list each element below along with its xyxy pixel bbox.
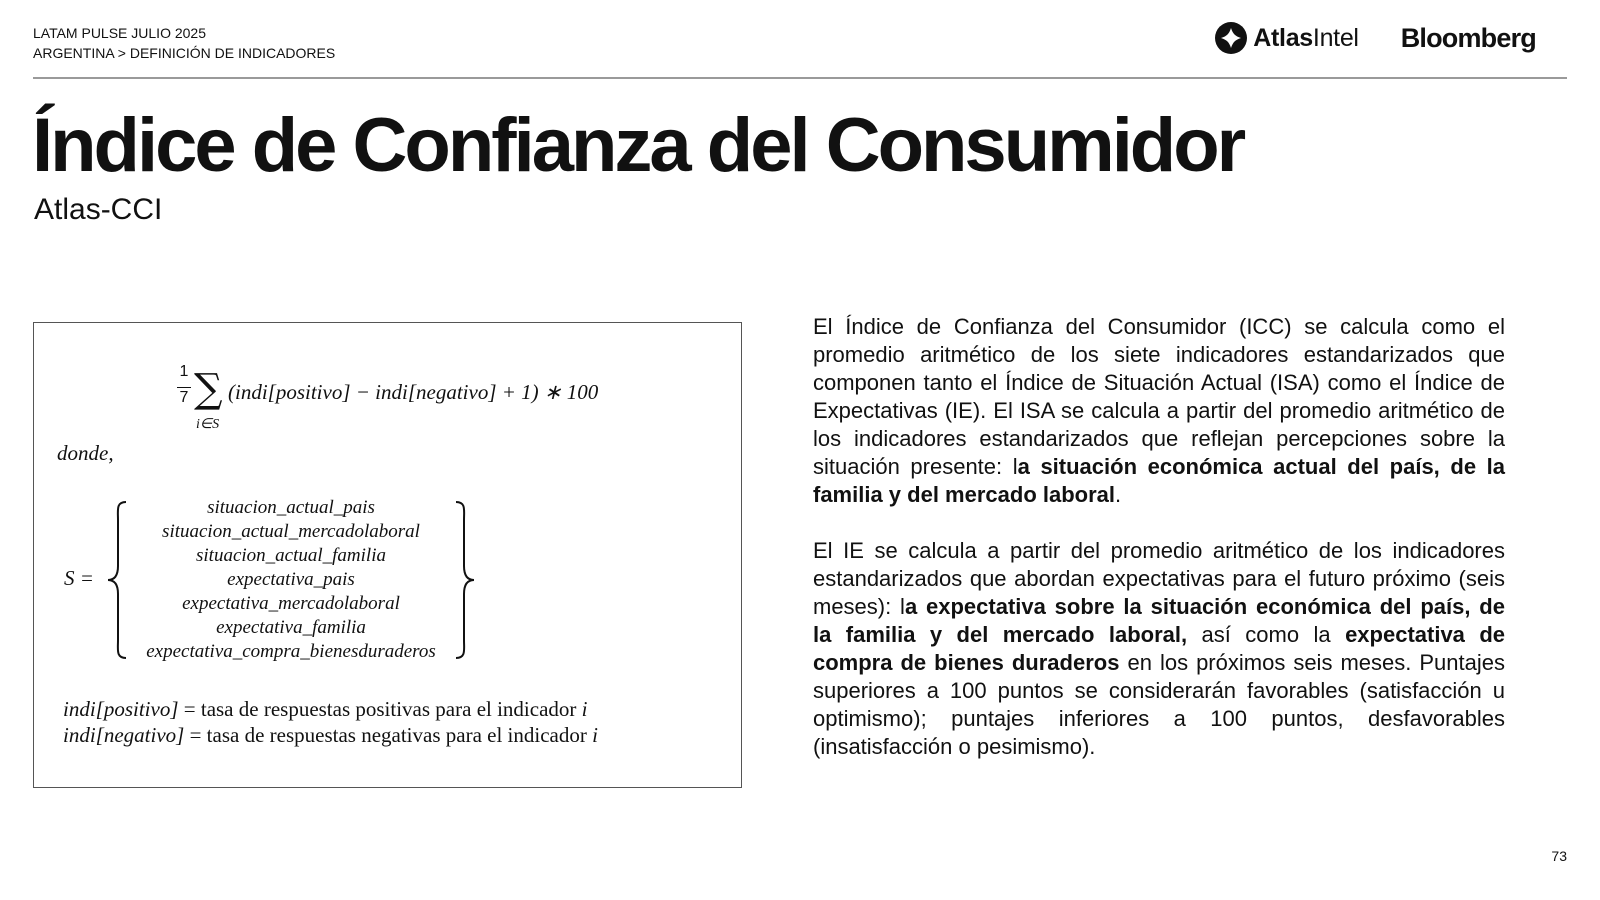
fraction-numerator: 1 [179, 363, 189, 380]
set-item: expectativa_compra_bienesduraderos [146, 641, 436, 662]
definition-negative [63, 723, 598, 748]
donde-label: donde, [57, 441, 114, 465]
set-item: expectativa_mercadolaboral [182, 593, 400, 614]
page-subtitle: Atlas-CCI [34, 193, 163, 226]
set-item: expectativa_familia [216, 617, 366, 638]
paragraph-ie: El IE se calcula a partir del promedio aritmético de los indicadores estandarizados que abordan expectativas para el futuro próximo (seis meses): la expectativa sobre la situación económica del país, de la familia y del mercado laboral, así como la expectativa de compra de bienes duraderos en los próximos seis meses. Puntajes superiores a 100 puntos se considerarán favorables (satisfacción u optimismo); puntajes inferiores a 100 puntos, desfavorables (insatisfacción o pesimismo). [813, 538, 1506, 759]
logos [1215, 22, 1536, 54]
definition-positive-rhs: = tasa de respuestas positivas para el indicador [178, 697, 582, 721]
definition-negative-lhs: indi[negativo] [63, 723, 185, 747]
set-item: expectativa_pais [227, 569, 355, 590]
right-brace-icon [454, 500, 476, 660]
paragraph-icc: El Índice de Confianza del Consumidor (ICC) se calcula como el promedio aritmético de los siete indicadores estandarizados que componen tanto el Índice de Situación Actual (ISA) como el Índice de Expectativas (IE). El ISA se calcula a partir del promedio aritmético de los indicadores estandarizados que reflejan percepciones sobre la situación presente: la situación económica actual del país, de la familia y del mercado laboral. [813, 314, 1505, 507]
definition-positive [63, 697, 588, 722]
definition-variable: i [581, 697, 588, 721]
page-title: Índice de Confianza del Consumidor [32, 103, 1244, 188]
description-text [813, 313, 1505, 761]
set-item: situacion_actual_mercadolaboral [162, 521, 420, 542]
atlasintel-wordmark: AtlasIntel [1253, 23, 1359, 52]
summation-symbol: ∑ [194, 366, 223, 412]
summation-index: i∈S [196, 417, 220, 432]
atlasintel-mark-icon [1215, 22, 1247, 54]
set-items [126, 496, 456, 664]
set-item: situacion_actual_familia [196, 545, 386, 566]
definition-variable: i [592, 723, 598, 747]
breadcrumb: ARGENTINA > DEFINICIÓN DE INDICADORES [33, 45, 336, 61]
bloomberg-logo: Bloomberg [1400, 22, 1536, 53]
definition-positive-lhs: indi[positivo] [63, 697, 179, 721]
report-title: LATAM PULSE JULIO 2025 [33, 25, 206, 41]
header-divider [33, 77, 1567, 79]
set-item: situacion_actual_pais [207, 497, 375, 518]
atlasintel-logo [1215, 22, 1358, 54]
left-brace-icon [106, 500, 128, 660]
formula-expression: (indi[positivo] − indi[negativo] + 1) ∗ 100 [228, 380, 599, 404]
fraction-denominator: 7 [179, 389, 189, 406]
header-meta [33, 23, 335, 63]
page-number: 73 [1551, 848, 1567, 864]
definition-negative-rhs: = tasa de respuestas negativas para el indicador [184, 723, 593, 747]
set-symbol: S = [64, 566, 94, 590]
fraction-bar [177, 387, 191, 388]
